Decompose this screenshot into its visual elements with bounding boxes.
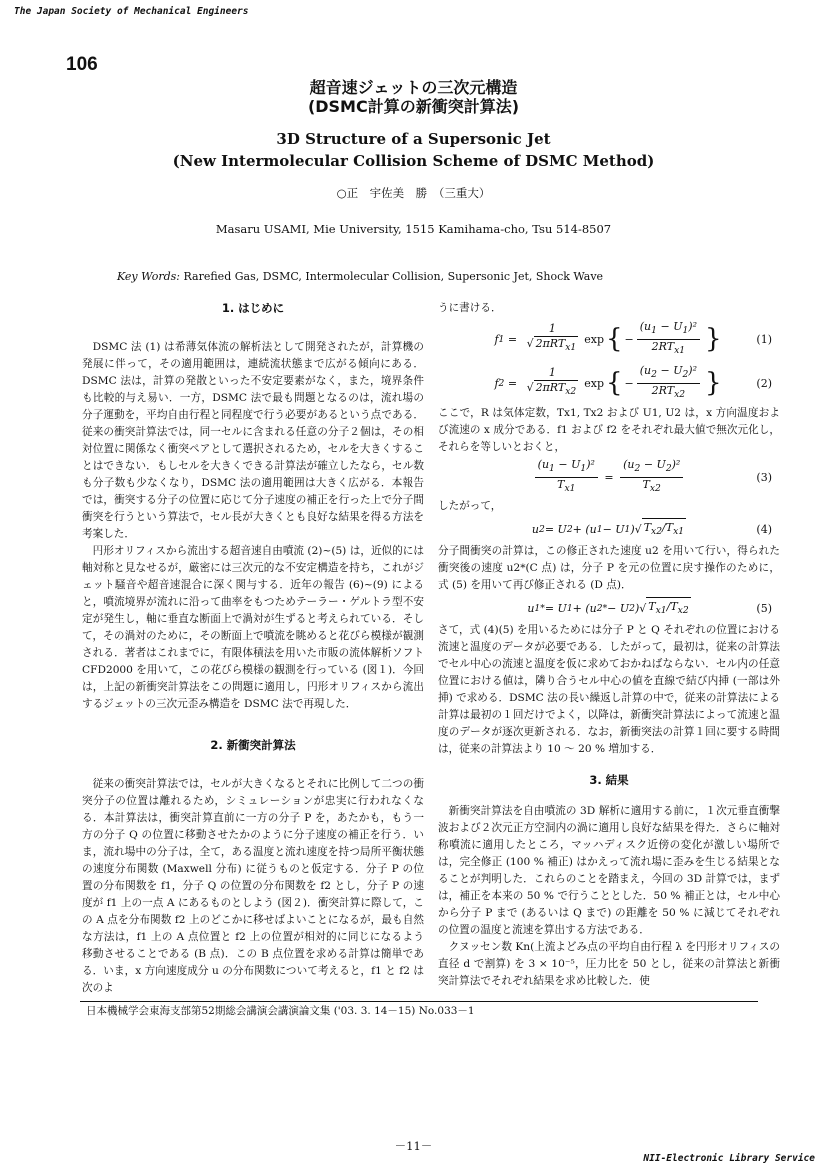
footnote-rule (80, 1001, 758, 1002)
equation-2: f 2 = $\frac{1}{√ 2\pi RT_{x2}}$ exp { − $\frac{(u_2 - U_2)^2}{2RT_{x2}}$ } (2) (494, 364, 772, 400)
paper-number: 106 (66, 54, 98, 75)
author-en: Masaru USAMI, Mie University, 1515 Kamihama-cho, Tsu 514-8507 (215, 222, 612, 236)
right-paragraph-3: 分子間衝突の計算は，この修正された速度 u2 を用いて行い，得られた衝突後の速度 u2*(C 点) は，分子 P を元の位置に戻す操作のために，式 (5) を用いて再び修正される (D 点)． (438, 545, 780, 591)
title-jp-line2: (DSMC計算の新衝突計算法) (307, 97, 520, 116)
nii-service-footer: NII-Electronic Library Service (643, 1153, 815, 1164)
section-2-paragraph-1: 従来の衝突計算法では，セルが大きくなるとそれに比例して二つの衝突分子の位置は離れるため，シミュレーションが忠実に行われなくなる．本計算法は，衝突計算直前に一方の分子 P を，あたかも，もう一方の分子 Q の位置に移動させたかのように分子速度の補正を行う．いま，流れ場中の分子は，全て，ある温度と流れ速度を持つ局所平衡状態の速度分布関数 (Maxwell 分布) に従うものと仮定する．分子 P の位置の分布関数を f1，分子 Q の位置の分布関数を f2 とし，分子 P の速度が f1 上の一点 A にあるものとしよう (図２)．衝突計算に際して，この A 点を分布関数 f2 上のどこかに移せばよいことになるが，最も自然な方法は，f1 上の A 点位置と f2 上の位置が相対的に同じになるよう移動させることである (B 点)．この B 点位置を求める計算は簡単である．いま，x 方向速度成分 u の分布関数について考えると，f1 と f2 は次のよ (82, 778, 424, 994)
society-header: The Japan Society of Mechanical Engineers (14, 6, 249, 17)
right-paragraph-2: したがって， (438, 500, 502, 512)
title-jp-line1: 超音速ジェットの三次元構造 (309, 78, 518, 97)
title-en-line2: (New Intermolecular Collision Scheme of DSMC Method) (172, 152, 655, 170)
page-folio: －11－ (394, 1139, 433, 1153)
section-3-title: 3. 結果 (589, 773, 629, 787)
left-column (82, 300, 424, 997)
keywords-text: Rarefied Gas, DSMC, Intermolecular Collision, Supersonic Jet, Shock Wave (179, 270, 604, 283)
equation-3: $\frac{(u_1 - U_1)^2}{T_{x1}}$ = $\frac{(u_2 - U_2)^2}{T_{x2}}$ (3) (438, 456, 780, 498)
keywords (117, 270, 757, 283)
author-jp: ○正 宇佐美 勝 （三重大） (336, 186, 491, 200)
keywords-label: Key Words: (117, 270, 180, 283)
title-block (0, 78, 827, 238)
equation-4: u 2 = U 2 + (u 1 − U 1 )√ $T_{x2}/T_{x1}$ (4) (438, 515, 780, 543)
right-paragraph-4: さて，式 (4)(5) を用いるためには分子 P と Q それぞれの位置における流速と温度のデータが必要である．したがって，最初は，従来の計算法でセル中心の流速と温度を仮に求めておかねばならない．セル内の任意位置における値は，隣り合うセル中心の値を直線で結び内挿 (一部は外挿) で求める．DSMC 法の長い繰返し計算の中で，従来の計算法による計算は最初の１回だけでよく，以降は，新衝突計算法によって流速と温度のデータが逐次更新される．なお，新衝突法の計算１回に要する時間は，従来の計算法より 10 〜 20 % 増加する． (438, 624, 780, 755)
equation-4-number: (4) (756, 522, 772, 536)
section-3-paragraph-1: 新衝突計算法を自由噴流の 3D 解析に適用する前に，１次元垂直衝撃波および２次元正方空洞内の渦に適用し良好な結果を得た．さらに軸対称噴流に適用したところ，マッハディスク近傍の変化が激しい場所では，完全修正 (100 % 補正) はかえって流れ場に歪みを生じる結果となることが判明した．これらのことを踏まえ，今回の 3D 計算では，まずは，補正を本来の 50 % で行うこととした．50 % 補正とは，セル中心から分子 P まで (あるいは Q まで) の距離を 50 % に減じてそれぞれの位置の温度と流速を算出する方法である． (438, 805, 780, 936)
section-1-paragraph-2: 円形オリフィスから流出する超音速自由噴流 (2)~(5) は，近似的には軸対称と見なせるが，厳密には三次元的な不安定構造を持ち，これがジェット騒音や超音速混合に深く関与する．近年の報告 (6)~(9) によると，噴流境界が流れに沿って曲率をもつためテーラー・ゲルトラ型不安定が発生し，軸に垂直な断面上で渦対が生ずると考えられている．そして，その渦対のために，その断面上で噴流を眺めると花びら模様が観測される．著者はこれまでに，有限体積法を用いた市販の流体解析ソフト CFD2000 を用いて，この花びら模様の観測を行っている (図１)．今回は，上記の新衝突計算法をこの問題に適用し，円形オリフィスから流出するジェットの三次元歪み構造を DSMC 法で再現した． (82, 545, 424, 710)
equation-3-number: (3) (756, 470, 772, 484)
section-2-title: 2. 新衝突計算法 (210, 738, 296, 752)
section-1-title: 1. はじめに (221, 301, 285, 315)
equation-2-number: (2) (756, 376, 772, 390)
right-paragraph-1: ここで，R は気体定数，Tx1, Tx2 および U1, U2 は，x 方向温度および流速の x 成分である．f1 および f2 をそれぞれ最大値で無次元化し，それらを等しいとおくと， (438, 407, 780, 453)
right-column (438, 300, 780, 990)
proceedings-footnote: 日本機械学会東海支部第52期総会講演会講演論文集 ('03. 3. 14－15) No.033－1 (86, 1005, 475, 1017)
section-1-paragraph-1: DSMC 法 (1) は希薄気体流の解析法として開発されたが，計算機の発展に伴って，その適用範囲は，連続流状態まで広がる傾向にある．DSMC 法は，計算の発散といった不安定要素がなく，また，境界条件も比較的与え易い．一方，DSMC 法で最も問題となるのは，流れ場の分子運動を，平均自由行程と同程度で行う必要があるという点である．従来の衝突計算法では，同一セルに含まれる任意の分子２個は，その相対位置に関係なく衝突ペアとして選択されるため，セルを大きくすることはできない．もしセルを大きくできる計算法が確立したなら，セル数も分子数も少なくなり，DSMC 法の適用範囲は大きく広がる．本報告では，衝突する分子の位置に応じて分子速度の補正を行った上で分子間衝突を行うという算法で，セル長が大きくとも良好な結果を得る方法を考案した． (82, 341, 424, 540)
title-en-line1: 3D Structure of a Supersonic Jet (276, 130, 551, 148)
right-paragraph-0: うに書ける． (438, 302, 502, 314)
equation-5-number: (5) (756, 601, 772, 615)
section-3-paragraph-2: クヌッセン数 Kn(上流よどみ点の平均自由行程 λ を円形オリフィスの直径 d で割算) を 3 × 10⁻⁵，圧力比を 50 とし，従来の計算法と新衝突計算法でそれぞれ結果を求め比較した．使 (438, 941, 780, 987)
equation-1-number: (1) (756, 332, 772, 346)
equation-5: u 1 * = U 1 + (u 2 * − U 2 )√ $T_{x1}/T_{x2}$ (5) (438, 594, 780, 622)
equation-1: f 1 = $\frac{1}{√ 2\pi RT_{x1}}$ exp { − $\frac{(u_1 - U_1)^2}{2RT_{x1}}$ } (1) (494, 320, 772, 356)
